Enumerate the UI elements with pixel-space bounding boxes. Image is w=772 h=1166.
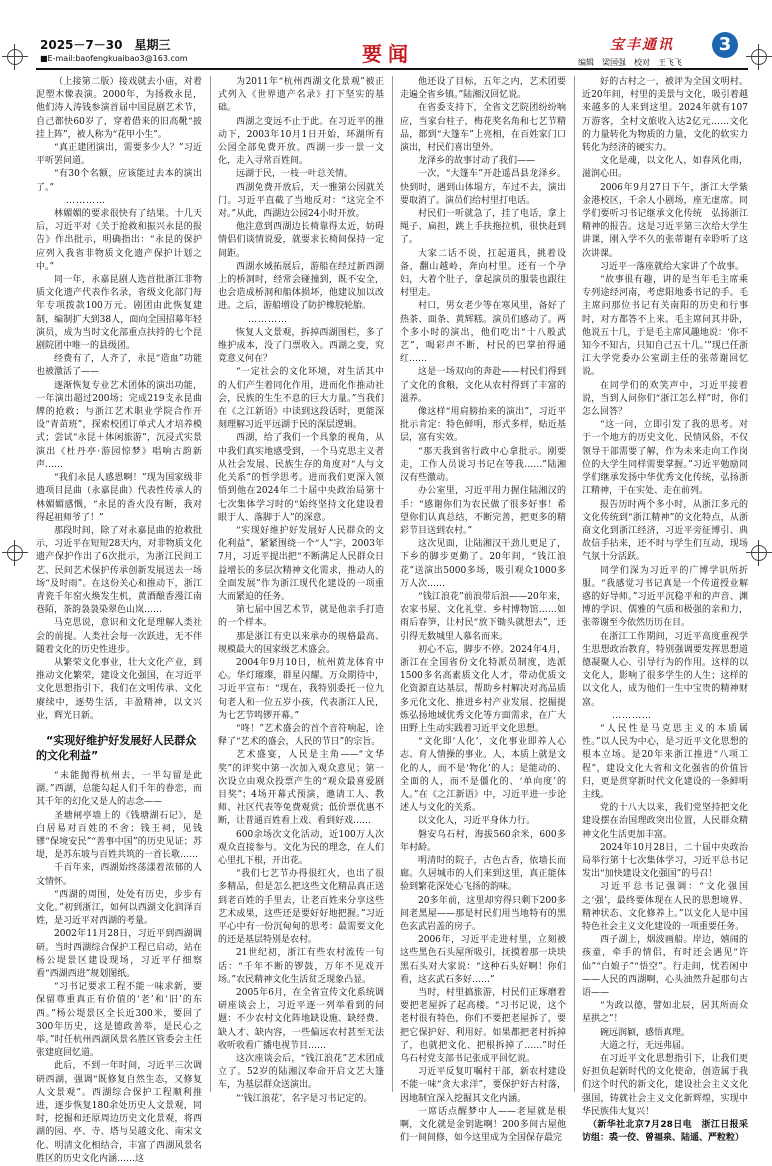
article-paragraph: 那是浙江有史以来承办的规格最高、规模最大的国家级艺术盛会。 <box>218 631 384 655</box>
article-paragraph: 此后，不到一年时间，习近平三次调研西湖，强调“既修复自然生态，又修复人文景观”。西湖综合保护工程顺利推进，逐步恢复180余处历史人文景观，同时，挖掘和还原周边历史文化景观，将西湖的园、亭、寺、塔与吴越文化、南宋文化、明清文化相结合，丰富了西湖风景名胜区的历史文化内涵……这 <box>36 1061 202 1164</box>
article-column-2 <box>218 76 384 1104</box>
article-paragraph: 这次座谈会后，“钱江浪花”艺术团成立了。52岁的陆湘汉奉命开启文艺大篷车，为基层群众送演出。 <box>218 1054 384 1091</box>
article-paragraph: 西子湖上，烟波画船。岸边，嬉闹的孩童，牵手的情侣，有时还会遇见“许仙”“白娘子”“悟空”。行走间，忧若闲中——人民的西湖啊，心头油然升起那句古语—— <box>582 935 748 999</box>
article-paragraph: “‘钱江浪花’，名字是习书记定的。 <box>236 1093 373 1104</box>
article-paragraph: 逐渐恢复专业艺术团体的演出功能，一年演出超过200场；完成219支永昆曲牌的抢救；与浙江艺术职业学院合作开设“青苗班”，探索校团订单式人才培养模式；尝试“永昆＋体闲旅游”，沉浸式实景演出《杜丹亭·游园惊梦》唱响古韵新声…… <box>36 380 202 470</box>
article-paragraph: 习近平一落座就给大家讲了个故事。 <box>600 261 745 272</box>
ellipsis-divider: ………… <box>612 710 652 721</box>
registration-mark-middle-right <box>751 545 767 561</box>
article-paragraph: 在浙江工作期间，习近平高度重视学生思想政治教育，特别强调要发挥思想道德凝聚人心、引导行为的作用。这样的以文化人，影响了很多学生的人生；这样的以文化人，成为他们一生中宝贵的精神财富。 <box>582 631 748 708</box>
article-paragraph: 村口，男女老少等在寒风里，备好了热茶、面条、黄辉糕。演员们感动了。两个多小时的演出，他们吃出“十八般武艺”，喝彩声不断，村民的巴掌拍得通红…… <box>400 301 566 365</box>
article-paragraph: 一次，“大篷车”开赴遥昌县龙泽乡。快到时，遇到山体塌方，车过不去，演出要取消了。演员们给村里打电话。 <box>400 169 566 206</box>
article-paragraph: （上接第二版）接戏就去小庙，对着泥塑木像表演。2000年，为扬救永昆，他们涛人涛钱参演首届中国昆剧艺术节，自己都快60岁了，穿着借来的旧高靴“披挂上阵”，被人称为“花甲小生”。 <box>36 77 202 140</box>
issue-date: 2025－7－30 星期三 <box>40 38 171 52</box>
article-paragraph: 文化是魂，以文化人，如春风化雨，滋润心田。 <box>582 156 748 180</box>
article-paragraph: 他注意到西湖边长椅靠得太近，妨碍情侣们谈情说爱，就要求长椅间保持一定间距。 <box>218 222 384 259</box>
article-paragraph: 第七届中国艺术节，就是他亲手打造的一个样本。 <box>218 605 384 629</box>
article-paragraph: 碗远润颖，感悟真理。 <box>600 1027 691 1038</box>
article-paragraph: 艺术盛宴，人民是主角——“文华奖”的评奖中第一次加入观众意见；第一次设立由观众投票产生的“观众最喜爱剧目奖”；4场开幕式预演，邀请工人、教师、社区代表等免费观赏；低价票优惠不断，让普通百姓看上戏、看到好戏…… <box>218 750 384 827</box>
article-paragraph: “人民性是马克思主义的本质属性。”以人民为中心，是习近平文化思想的根本立场。是20年来浙江推进“八项工程”，建设文化大省和文化强省的价值旨归，更是贯穿新时代文化建设的一条鲜明主线。 <box>582 723 748 800</box>
article-paragraph: 习近平反复叮嘱村干部，新农村建设不能一味“贪大求洋”，要保护好古村落，因地制宜深入挖掘其文化内涵。 <box>400 1067 566 1104</box>
article-paragraph: 2024年10月28日，二十届中央政治局举行第十七次集体学习，习近平总书记发出“加快建设文化强国”的号召！ <box>582 842 748 880</box>
header-rule <box>36 68 748 70</box>
article-paragraph: 千百年来，西湖始终荡漾着浓郁的人文情怀。 <box>36 863 202 887</box>
ellipsis-divider: ………… <box>66 195 106 206</box>
article-paragraph: 那段时间，除了对永嘉昆曲的抢救批示，习近平在短短28天内，对非物质文化遗产保护作出了6次批示，为浙江民间工艺、民间艺术保护传承创新发展送去一场场“及时雨”。在这份关心和推动下，浙江青瓷千年窑火焕发生机，黄酒酿香漫江南巷陌，茶韵袅袅染翠色山岚…… <box>36 525 202 616</box>
article-paragraph: “习书记要求工程不能一味求新，要保留尊重真正有价值的‘老’和‘旧’的东西。”杨公堤景区全长近300米，要回了300年历史，这是德政善举，是民心之举。”时任杭州西湖风景名胜区管委会主任张建庭回忆道。 <box>36 982 202 1059</box>
article-paragraph: 20多年前，这里却穷得只剩下200多间老黑屋——那是村民们用当地特有的黑色玄武岩盖的房子。 <box>400 895 566 932</box>
article-source-credit: （新华社北京7月28日电 浙江日报采访组：裘一佼、曾福泉、陆遥、严粒粒） <box>582 1120 748 1144</box>
article-paragraph: 大家二话不说，扛起道具，挑着设备，翻山越岭，奔向村里。还有一个孕妇，大着个肚子，拿起演员的服装也跟往村里走。 <box>400 248 566 299</box>
registration-mark-top-right <box>751 49 767 65</box>
article-paragraph: 2004年9月10日，杭州黄龙体育中心。华灯璀璨，群星闪耀。万众期待中，习近平宣布：“现在，我特别委托一位九旬老人和一位五岁小孩，代表浙江人民，为七艺节鸣锣开幕。” <box>218 657 384 721</box>
article-column-3 <box>400 76 566 1144</box>
article-column-4 <box>582 76 748 1144</box>
registration-mark-middle-left <box>7 545 23 561</box>
article-paragraph: “有30个名额，应该能过去本的演出了。” <box>36 169 202 193</box>
article-paragraph: 西湖免费开放后，天一雅第公园就关门。习近平直截了当地反对：“这完全不对。”从此，西湖边公园24小时开放。 <box>218 182 384 220</box>
article-paragraph: 为2011年“杭州西湖文化景观”被正式列入《世界遗产名录》打下坚实的基础。 <box>218 77 384 114</box>
newspaper-logo: 宝丰通讯 <box>610 37 674 53</box>
article-paragraph: 西湖之变远不止于此。在习近平的推动下，2003年10月1日开始，环湖所有公园全部免费开放。西湖一步一景一文化，走入寻常百姓间。 <box>218 116 384 167</box>
article-paragraph: “西湖的周围，处处有历史，步步有文化。”初到浙江，如何以西湖文化润泽百姓，是习近平对西湖的考量。 <box>36 889 202 927</box>
article-paragraph: 600余场次文化活动，近100万人次观众直接参与。文化为民的理念，在人们心里扎下根，开出花。 <box>218 829 384 866</box>
article-paragraph: “为政以德，譬如北辰，居其所而众星拱之”！ <box>582 1001 748 1025</box>
article-paragraph: 龙泽乡的故事讨动了我们—— <box>418 156 536 167</box>
article-paragraph: 报告历时两个多小时，从浙江多元的文化传统到“浙江精神”的文化特点，从浙商文化到浙江经济，习近平旁征博引、典故信手拈来，还不时与学生们互动，现场气氛十分活跃。 <box>582 499 748 563</box>
article-body <box>36 76 748 1164</box>
article-paragraph: “实现好维护好发展好人民群众的文化利益”，紧紧围绕一个“人”字，2003年7月，习近平提出把“不断满足人民群众日益增长的多层次精神文化需求，推动人的全面发展”作为浙江现代化建设的一项重大而紧迫的任务。 <box>218 525 384 602</box>
article-paragraph: 21世纪初，浙江有些农村流传一句话：“千年不断的锣鼓，万年不见戏开场。”农民精神文化生活贫乏现象凸显。 <box>218 948 384 985</box>
section-title: 要闻 <box>362 42 414 66</box>
article-paragraph: 村民们一听就急了，挂了电话，拿上绳子、扁担，跳上手扶拖拉机，很快赶到了。 <box>400 209 566 246</box>
article-paragraph: 党的十八大以来，我们党坚持把文化建设摆在治国理政突出位置，人民群众精神文化生活更加丰富。 <box>582 803 748 840</box>
masthead <box>36 32 748 66</box>
article-paragraph: 林媚媚的要求很快有了结果。十几天后，习近平对《关于抢救和振兴永昆的报告》作出批示，明确指出：“永昆的保护应列入我省非物质文化遗产保护计划之中。” <box>36 209 202 272</box>
article-paragraph: 这是一场双向的奔赴——村民们得到了文化的食粮，文化从农村得到了丰富的滋养。 <box>400 367 566 404</box>
article-paragraph: 像这样“用肩膀抬来的演出”，习近平批示肯定：特色鲜明，形式多样，贴近基层，富有实效。 <box>400 407 566 444</box>
article-paragraph: 2006年，习近平走进村里，立刻被这些黑色石头屋所吸引，抚摸着那一块块黑石头对大家说：“这种石头好啊！你们看，这玄武石多好……” <box>400 935 566 985</box>
editor-credits: 编辑 梁国强 校对 王飞飞 <box>578 58 682 67</box>
article-paragraph: 他还设了目标，五年之内，艺术团要走遍全省乡镇。”陆湘汉回忆说。 <box>400 77 566 101</box>
article-paragraph: “故事很有趣，讲的是当年毛主席乘专列途经河南，考虑阳地委书记的手。毛主席问那位书记有关南阳的历史和行事时，对方都答不上来。毛主席问其井卧，他说五十几，于是毛主席风趣地说：‘你不知今不知古，只知自己五十几。’”现已任浙江大学党委办公室副主任的张蒂谢回忆说。 <box>582 275 748 378</box>
article-paragraph: 同一年，永嘉昆剧人选首批浙江非物质文化遗产代表作名录，省级文化部门每年专项拨款100万元。剧团由此恢复建制，编制扩大到38人，面向全国招募年轻演员，成为当时文化部重点扶持的七个昆剧院团中唯一的县级团。 <box>36 275 202 352</box>
article-paragraph: “咚！”艺术盛会的首个音符响起，诠释了“艺术的盛会，人民的节日”的宗旨。 <box>218 723 384 748</box>
article-paragraph: “那天我到省行政中心拿批示。刚要走，工作人员说习书记在等我……”陆湘汉有些激动。 <box>400 446 566 484</box>
article-paragraph: 西湖，给了我们一个具象的视角，从中我们真实地感受到，一个马克思主义者从社会发展、民族生存的角度对“人与文化关系”的哲学思考。进而我们更深入领悟到他在2024年二十届中央政治局第十七次集体学习时的“始终坚持文化建设着眼于人、落脚于人”的深意。 <box>218 433 384 523</box>
article-paragraph: 2005年6月，在全省宣传文化系统调研座谈会上，习近平逐一列举看到的问题：不少农村文化阵地缺设施、缺经费、缺人才、缺内容，一些偏远农村甚至无法收听收看广播电视节目…… <box>218 988 384 1051</box>
article-paragraph: 马克思说，意识和文化是理解人类社会的前提。人类社会每一次跃进，无不伴随着文化的历史性进步。 <box>36 618 202 655</box>
article-paragraph: 同学们深为习近平的广博学识所折服。“我感觉习书记真是一个传道授业解惑的好导师。”习近平沉稳平和的声音、渊博的学识、儒雅的气质和极强的亲和力，张蒂谢至今依然历历在目。 <box>582 565 748 629</box>
article-paragraph: 在省委支持下，全省文艺院团纷纷响应，当家台柱子，梅花奖名角和七艺节精品，都到“大篷车”上亮相，在百姓家门口演出，村民们喜出望外。 <box>400 103 566 154</box>
article-paragraph: 习近平总书记强调：“文化强国之‘强’，最终要体现在人民的思想境界、精神状态、文化修养上。”以文化人是中国特色社会主义文化建设的一项重要任务。 <box>582 882 748 932</box>
article-paragraph: 大道之行，无远弗届。 <box>600 1040 691 1051</box>
article-paragraph: 一席话点醒梦中人——老屋就是根啊，文化就是金钥匙啊！200多间古屋他们一间间修，如今这里成为全国保存最完 <box>400 1106 566 1144</box>
article-paragraph: 2006年9月27日下午，浙江大学紫金港校区，千余人小剧场，座无虚席。同学们要听习书记继承文化传统 弘扬浙江精神的报告。这是习近平第三次给大学生讲课，刚入学不久的张蒂谢有幸聆听了这次讲课。 <box>582 182 748 259</box>
article-paragraph: 明清时的院子，古色古香，依墙长而廊。久居城市的人们来到这里，真正能体验到繁花深处心飞扬的韵味。 <box>400 855 566 893</box>
ellipsis-divider: ………… <box>248 314 288 325</box>
article-paragraph: 从繁荣文化事业，壮大文化产业，到推动文化繁荣，建设文化强国，在习近平文化思想指引下，我们在文明传承、文化赓续中，逐势生活，丰盈精神，以文兴业，辉光日新。 <box>36 657 202 721</box>
registration-mark-top-left <box>7 49 23 65</box>
article-paragraph: 初心不忘，脚步不停。2024年4月，浙江在全国省份文化特派员制度，选派1500多名高素质文化人才，带动优质文化资源直达基层，帮助乡村解决对高品质多元化文化、推进乡村产业发展、挖掘提炼弘扬地域优秀文化等方面需求，在广大田野上生动实践着习近平文化思想。 <box>400 644 566 734</box>
article-paragraph: 圣塘闸亭墙上的《钱塘湖石记》，是白居易对百姓的不舍；钱王祠，见钱镠“保境安民”“善事中国”的历史见证；苏堤，是苏东坡与百姓共筑的一首长歌…… <box>36 810 202 861</box>
article-paragraph: 在习近平文化思想指引下，让我们更好担负起新时代的文化使命，创造属于我们这个时代的新文化，建设社会主义文化强国，铸就社会主义文化新辉煌，实现中华民族伟大复兴！ <box>582 1054 748 1117</box>
article-paragraph: 磐安乌石村，海拔560余米，600多年村龄。 <box>400 829 566 853</box>
article-paragraph: 以文化人，习近平身体力行。 <box>418 816 536 827</box>
article-paragraph: 2002年11月28日，习近平到西湖调研。当时西湖综合保护工程已启动，站在杨公堤景区建设现场，习近平仔细察看“西湖西进”规划图纸。 <box>36 929 202 979</box>
article-paragraph: “钱江浪花”前浪带后浪——20年来，农家书屋、文化礼堂、乡村博物馆……如雨后春笋，让村民“放下锄头就想去”，还引得无数城里人慕名而来。 <box>400 591 566 642</box>
article-paragraph: 经费有了，人齐了，永昆“造血”功能也被激活了—— <box>36 354 202 378</box>
article-paragraph: 这次见面，让陆湘汉干劲儿更足了，下乡的脚步更勤了。20年间，“钱江浪花”送演出5000多场，吸引观众1000多万人次…… <box>400 539 566 589</box>
article-paragraph: “我们永昆人感恩啊！”现为国家级非遗项目昆曲（永嘉昆曲）代表性传承人的林媚媚感慨，“永昆的香火没有断，我对得起祖师爷了！” <box>36 473 202 523</box>
column-divider <box>210 76 211 1092</box>
article-paragraph: 在同学们的欢笑声中，习近平接着说，当到人问你们“浙江怎么样”时，你们怎么回答？ <box>582 380 748 418</box>
article-paragraph: 办公室里，习近平用力握住陆湘汉的手：“感谢你们为农民做了很多好事！希望你们认真总结，不断完善，把更多的精彩节目送到农村。” <box>400 486 566 536</box>
article-paragraph: “真正建团演出，需要多少人？”习近平听罢问道。 <box>36 143 202 167</box>
article-paragraph: “我们七艺节办得很红火，也出了很多精品，但是怎么把这些文化精品真正送到老百姓的手里去，让老百姓来分享这些艺术成果，这些还是要好好地把握。”习近平心中有一份沉甸甸的思考：最需要文化的还是基层特别是农村。 <box>218 869 384 946</box>
article-paragraph: “一定社会的文化环境，对生活其中的人们产生着同化作用，进而化作推动社会，民族的生生不息的巨大力量。”当我们在《之江新语》中读到这段话时，更能深刻理解习近平远湖于民的深层逻辑。 <box>218 367 384 431</box>
page-number-badge: 3 <box>712 32 738 58</box>
article-paragraph: 当时，村里搞旅游，村民们正琢磨着要把老屋拆了起高楼。“习书记说，这个老村很有特色，你们不要把老屋拆了，要把它保护好、利用好。如果都把老村拆掉了，也就把文化、把根拆掉了……”时任乌石村党支部书记张成平回忆说。 <box>400 988 566 1065</box>
column-divider <box>574 76 575 1092</box>
article-paragraph: “文化即‘人化’，文化事业即养人心志、育人情操的事业。人，本质上就是文化的人，而不是‘物化’的人；是能动的、全面的人，而不是僵化的、‘单向度’的人。”在《之江新语》中，习近平进一步论述人与文化的关系。 <box>400 737 566 814</box>
article-paragraph: 远湖于民，一枝一叶总关情。 <box>236 169 354 180</box>
article-paragraph: 好的古村之一，被评为全国文明村。近20年间，村里的美景与文化，吸引着越来越多的人来到这里。2024年就有107万游客，全村文旅收入达2亿元……文化的力量转化为物质的力量，文化的软实力转化为经济的硬实力。 <box>582 77 748 154</box>
column-divider <box>392 76 393 1092</box>
article-column-1 <box>36 76 202 1164</box>
article-paragraph: 恢复人文景观，拆掉西湖围栏，多了维护成本，没了门票收入。西湖之变，究竟意义何在？ <box>218 327 384 365</box>
section-heading: “实现好维护好发展好人民群众的文化利益” <box>36 733 197 762</box>
article-paragraph: “未能抛得杭州去，一半勾留是此湖。”西湖，总能勾起人们千年的眷恋，而其千年的幻化又是人的志念—— <box>36 770 202 808</box>
contact-email: ■E-mail:baofengkuaibao3@163.com <box>40 54 188 63</box>
article-paragraph: 西湖水域拓展后，游船在经过新西湖上的桥洞时，经常会碰撞到，既不安全，也会造成桥洞和船体损坏，他建议加以改进。之后，游船增设了防护橡胶轮胎。 <box>218 261 384 312</box>
article-paragraph: “这一问，立即引发了我的思考。对于一个地方的历史文化、民情风俗，不仅领导干部需要了解，作为未来走向工作岗位的大学生同样需要掌握。”习近平勉励同学们继承发扬中华优秀文化传统，弘扬浙江精神，干在实处、走在前列。 <box>582 420 748 497</box>
